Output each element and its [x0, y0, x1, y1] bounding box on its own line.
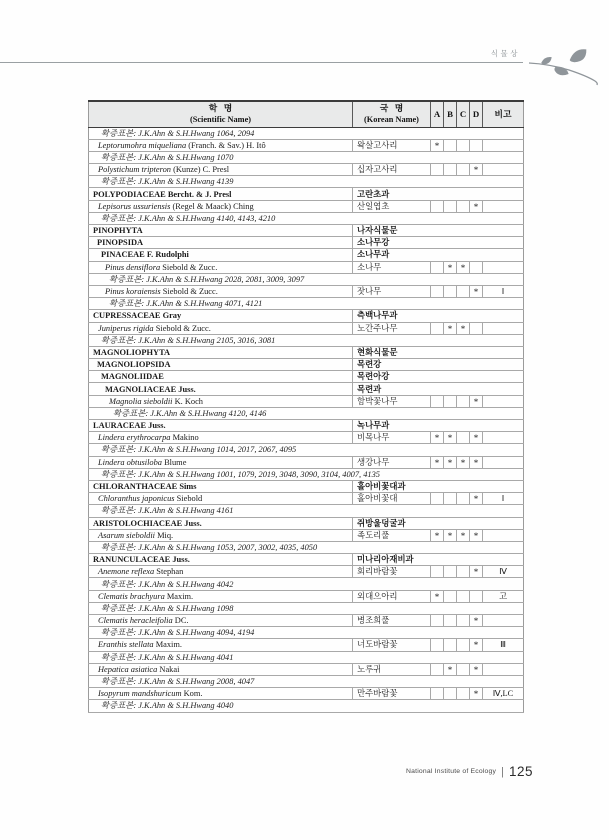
presence-star: * [473, 287, 479, 298]
site-mark-cell [444, 639, 457, 651]
taxon-korean-cell: 소나무과 [353, 249, 524, 261]
site-mark-cell [431, 322, 444, 334]
site-mark-cell [470, 590, 483, 602]
remarks-cell: Ⅳ,LC [483, 688, 524, 700]
site-mark-cell [444, 493, 457, 505]
taxon-name-cell: MAGNOLIOPHYTA [89, 346, 353, 358]
site-mark-cell [457, 493, 470, 505]
species-korean-cell: 왁살고사리 [353, 139, 431, 151]
taxon-name-cell: MAGNOLIIDAE [89, 371, 353, 383]
table-row [89, 432, 524, 444]
taxon-korean-cell: 고란초과 [353, 188, 524, 200]
voucher-cell: 확증표본: J.K.Ahn & S.H.Hwang 1053, 2007, 3002, 4035, 4050 [89, 541, 524, 553]
voucher-cell: 확증표본: J.K.Ahn & S.H.Hwang 4041 [89, 651, 524, 663]
site-mark-cell [457, 285, 470, 297]
presence-star: * [447, 262, 453, 273]
site-mark-cell [431, 164, 444, 176]
table-row [89, 578, 524, 590]
table-row [89, 395, 524, 407]
voucher-cell: 확증표본: J.K.Ahn & S.H.Hwang 1070 [89, 151, 524, 163]
table-row [89, 663, 524, 675]
site-mark-cell [457, 432, 470, 444]
table-row [89, 493, 524, 505]
site-mark-cell [444, 164, 457, 176]
site-mark-cell [457, 200, 470, 212]
taxon-name-cell: PINACEAE F. Rudolphi [89, 249, 353, 261]
remarks-cell [483, 432, 524, 444]
table-row [89, 322, 524, 334]
species-latin-name: Pinus densiflora [105, 262, 161, 272]
species-latin-name: Leptorumohra miqueliana [98, 140, 187, 150]
presence-star: * [434, 530, 440, 541]
presence-star: * [473, 530, 479, 541]
presence-star: * [473, 165, 479, 176]
species-name-cell [89, 200, 353, 212]
site-mark-cell [444, 261, 457, 273]
taxon-korean-cell: 홀아비꽃대과 [353, 480, 524, 492]
taxon-korean-cell: 나자식물문 [353, 225, 524, 237]
site-mark-cell [470, 566, 483, 578]
species-name-cell [89, 688, 353, 700]
species-author: Siebold & Zucc. [153, 323, 211, 333]
taxon-korean-cell: 미나리아재비과 [353, 554, 524, 566]
table-row [89, 225, 524, 237]
remarks-cell: Ⅳ [483, 566, 524, 578]
remarks-cell [483, 139, 524, 151]
table-row [89, 383, 524, 395]
species-author: (Franch. & Sav.) H. Itô [186, 140, 266, 150]
species-name-cell [89, 590, 353, 602]
species-name-cell [89, 663, 353, 675]
species-name-cell [89, 285, 353, 297]
site-mark-cell [457, 261, 470, 273]
species-author: Nakai [157, 664, 180, 674]
voucher-cell: 확증표본: J.K.Ahn & S.H.Hwang 1001, 1079, 2019, 3048, 3090, 3104, 4007, 4135 [89, 468, 524, 480]
voucher-cell: 확증표본: J.K.Ahn & S.H.Hwang 2008, 4047 [89, 675, 524, 687]
site-mark-cell [470, 432, 483, 444]
species-name-cell [89, 566, 353, 578]
site-mark-cell [457, 164, 470, 176]
site-mark-cell [444, 456, 457, 468]
species-name-cell [89, 615, 353, 627]
footer-separator: | [501, 765, 504, 778]
col-site-a: A [431, 101, 444, 127]
table-row [89, 615, 524, 627]
species-korean-cell: 회리바람꽃 [353, 566, 431, 578]
table-row [89, 273, 524, 285]
table-row [89, 517, 524, 529]
col-site-b: B [444, 101, 457, 127]
voucher-cell: 확증표본: J.K.Ahn & S.H.Hwang 1064, 2094 [89, 127, 524, 139]
species-korean-cell: 함박꽃나무 [353, 395, 431, 407]
presence-star: * [447, 323, 453, 334]
site-mark-cell [431, 615, 444, 627]
remarks-cell: 고 [483, 590, 524, 602]
species-latin-name: Clematis heracleifolia [98, 616, 173, 626]
presence-star: * [473, 664, 479, 675]
site-mark-cell [457, 395, 470, 407]
presence-star: * [460, 530, 466, 541]
remarks-cell: Ⅰ [483, 493, 524, 505]
remarks-cell [483, 456, 524, 468]
site-mark-cell [457, 663, 470, 675]
remarks-cell: Ⅲ [483, 639, 524, 651]
remarks-cell: Ⅰ [483, 285, 524, 297]
table-row [89, 480, 524, 492]
presence-star: * [434, 433, 440, 444]
site-mark-cell [457, 322, 470, 334]
col-korean-name-ko: 국 명 [379, 103, 404, 114]
species-latin-name: Lindera erythrocarpa [98, 433, 171, 443]
species-korean-cell: 홀아비꽃대 [353, 493, 431, 505]
table-row [89, 310, 524, 322]
site-mark-cell [457, 529, 470, 541]
presence-star: * [447, 433, 453, 444]
presence-star: * [473, 640, 479, 651]
footer-organization: National Institute of Ecology [406, 768, 497, 775]
table-row [89, 602, 524, 614]
table-row [89, 700, 524, 712]
species-author: Siebold [174, 494, 203, 504]
site-mark-cell [457, 590, 470, 602]
taxon-name-cell: PINOPSIDA [89, 237, 353, 249]
site-mark-cell [457, 139, 470, 151]
species-latin-name: Asarum sieboldii [98, 530, 155, 540]
species-latin-name: Isopyrum mandshuricum [98, 689, 182, 699]
species-korean-cell: 족도리풀 [353, 529, 431, 541]
presence-star: * [473, 567, 479, 578]
presence-star: * [473, 616, 479, 627]
species-korean-cell: 너도바람꽃 [353, 639, 431, 651]
site-mark-cell [457, 688, 470, 700]
species-korean-cell: 생강나무 [353, 456, 431, 468]
taxon-name-cell: POLYPODIACEAE Bercht. & J. Presl [89, 188, 353, 200]
species-author: Maxim. [164, 591, 194, 601]
taxon-korean-cell: 소나무강 [353, 237, 524, 249]
site-mark-cell [431, 639, 444, 651]
species-name-cell [89, 529, 353, 541]
site-mark-cell [431, 663, 444, 675]
presence-star: * [460, 262, 466, 273]
table-row [89, 566, 524, 578]
table-row [89, 164, 524, 176]
remarks-cell [483, 200, 524, 212]
site-mark-cell [470, 493, 483, 505]
species-korean-cell: 산일엽초 [353, 200, 431, 212]
species-author: K. Koch [172, 396, 203, 406]
col-remarks: 비고 [483, 101, 524, 127]
species-author: Blume [161, 457, 187, 467]
species-latin-name: Juniperus rigida [98, 323, 154, 333]
taxon-korean-cell: 목련강 [353, 359, 524, 371]
taxon-name-cell: MAGNOLIACEAE Juss. [89, 383, 353, 395]
col-scientific-name-en: (Scientific Name) [189, 115, 252, 125]
taxon-korean-cell: 현화식물문 [353, 346, 524, 358]
voucher-cell: 확증표본: J.K.Ahn & S.H.Hwang 1014, 2017, 2067, 4095 [89, 444, 524, 456]
taxon-korean-cell: 목련아강 [353, 371, 524, 383]
site-mark-cell [470, 164, 483, 176]
site-mark-cell [470, 395, 483, 407]
species-latin-name: Anemone reflexa [98, 567, 155, 577]
site-mark-cell [457, 639, 470, 651]
table-row [89, 639, 524, 651]
table-row [89, 127, 524, 139]
voucher-cell: 확증표본: J.K.Ahn & S.H.Hwang 4094, 4194 [89, 627, 524, 639]
site-mark-cell [431, 200, 444, 212]
table-row [89, 420, 524, 432]
voucher-cell: 확증표본: J.K.Ahn & S.H.Hwang 1098 [89, 602, 524, 614]
remarks-cell [483, 615, 524, 627]
species-latin-name: Lindera obtusiloba [98, 457, 162, 467]
header-rule [0, 62, 523, 63]
site-mark-cell [470, 615, 483, 627]
table-row [89, 407, 524, 419]
species-name-cell [89, 456, 353, 468]
species-name-cell [89, 322, 353, 334]
species-latin-name: Lepisorus ussuriensis [98, 201, 171, 211]
remarks-cell [483, 261, 524, 273]
site-mark-cell [431, 688, 444, 700]
site-mark-cell [444, 590, 457, 602]
col-site-c: C [457, 101, 470, 127]
site-mark-cell [444, 688, 457, 700]
species-latin-name: Magnolia sieboldii [109, 396, 173, 406]
col-korean-name [353, 101, 431, 127]
site-mark-cell [470, 261, 483, 273]
table-row [89, 590, 524, 602]
site-mark-cell [457, 566, 470, 578]
site-mark-cell [431, 529, 444, 541]
table-row [89, 151, 524, 163]
site-mark-cell [431, 139, 444, 151]
species-korean-cell: 잣나무 [353, 285, 431, 297]
site-mark-cell [444, 395, 457, 407]
flora-table [88, 100, 523, 713]
species-author: Siebold & Zucc. [160, 287, 218, 297]
species-korean-cell: 노루귀 [353, 663, 431, 675]
species-author: Miq. [155, 530, 174, 540]
taxon-korean-cell: 녹나무과 [353, 420, 524, 432]
presence-star: * [473, 494, 479, 505]
site-mark-cell [470, 688, 483, 700]
species-name-cell [89, 493, 353, 505]
site-mark-cell [444, 139, 457, 151]
species-latin-name: Pinus koraiensis [105, 287, 161, 297]
leaf-decoration-icon [527, 40, 609, 88]
presence-star: * [460, 323, 466, 334]
presence-star: * [473, 457, 479, 468]
table-row [89, 334, 524, 346]
presence-star: * [473, 433, 479, 444]
table-row [89, 529, 524, 541]
voucher-cell: 확증표본: J.K.Ahn & S.H.Hwang 4139 [89, 176, 524, 188]
site-mark-cell [470, 639, 483, 651]
presence-star: * [447, 457, 453, 468]
table-row [89, 346, 524, 358]
site-mark-cell [470, 285, 483, 297]
taxon-korean-cell: 쥐방울덩굴과 [353, 517, 524, 529]
presence-star: * [473, 689, 479, 700]
taxon-name-cell: LAURACEAE Juss. [89, 420, 353, 432]
table-header-row [89, 101, 524, 127]
taxon-korean-cell: 목련과 [353, 383, 524, 395]
species-author: Siebold & Zucc. [160, 262, 218, 272]
table-row [89, 176, 524, 188]
table-row [89, 237, 524, 249]
table-row [89, 627, 524, 639]
col-scientific-name [89, 101, 353, 127]
site-mark-cell [470, 456, 483, 468]
site-mark-cell [470, 200, 483, 212]
site-mark-cell [444, 566, 457, 578]
taxon-name-cell: ARISTOLOCHIACEAE Juss. [89, 517, 353, 529]
species-korean-cell: 십자고사리 [353, 164, 431, 176]
remarks-cell [483, 322, 524, 334]
species-author: Makino [170, 433, 199, 443]
site-mark-cell [431, 456, 444, 468]
site-mark-cell [457, 615, 470, 627]
site-mark-cell [431, 285, 444, 297]
table-row [89, 249, 524, 261]
species-name-cell [89, 432, 353, 444]
voucher-cell: 확증표본: J.K.Ahn & S.H.Hwang 4120, 4146 [89, 407, 524, 419]
presence-star: * [447, 530, 453, 541]
presence-star: * [473, 201, 479, 212]
site-mark-cell [431, 395, 444, 407]
site-mark-cell [470, 663, 483, 675]
site-mark-cell [444, 663, 457, 675]
table-row [89, 200, 524, 212]
table-row [89, 675, 524, 687]
voucher-cell: 확증표본: J.K.Ahn & S.H.Hwang 4042 [89, 578, 524, 590]
voucher-cell: 확증표본: J.K.Ahn & S.H.Hwang 4140, 4143, 4210 [89, 212, 524, 224]
species-korean-cell: 병조희풀 [353, 615, 431, 627]
table-row [89, 554, 524, 566]
running-header: 식물상 [490, 49, 520, 58]
site-mark-cell [431, 261, 444, 273]
species-latin-name: Eranthis stellata [98, 640, 154, 650]
site-mark-cell [431, 493, 444, 505]
species-name-cell [89, 395, 353, 407]
taxon-name-cell: PINOPHYTA [89, 225, 353, 237]
species-name-cell [89, 639, 353, 651]
table-row [89, 285, 524, 297]
site-mark-cell [470, 322, 483, 334]
table-row [89, 188, 524, 200]
species-author: Maxim. [153, 640, 182, 650]
taxon-name-cell: MAGNOLIOPSIDA [89, 359, 353, 371]
voucher-cell: 확증표본: J.K.Ahn & S.H.Hwang 2105, 3016, 3081 [89, 334, 524, 346]
col-scientific-name-ko: 학 명 [208, 103, 233, 114]
voucher-cell: 확증표본: J.K.Ahn & S.H.Hwang 4040 [89, 700, 524, 712]
table-row [89, 651, 524, 663]
species-name-cell [89, 261, 353, 273]
species-korean-cell: 외대으아리 [353, 590, 431, 602]
table-row [89, 541, 524, 553]
species-name-cell [89, 164, 353, 176]
site-mark-cell [444, 432, 457, 444]
species-author: (Regel & Maack) Ching [170, 201, 254, 211]
site-mark-cell [444, 200, 457, 212]
table-row [89, 505, 524, 517]
presence-star: * [434, 591, 440, 602]
species-name-cell [89, 139, 353, 151]
site-mark-cell [444, 285, 457, 297]
voucher-cell: 확증표본: J.K.Ahn & S.H.Hwang 2028, 2081, 3009, 3097 [89, 273, 524, 285]
page-number: 125 [508, 764, 533, 779]
table-row [89, 468, 524, 480]
remarks-cell [483, 529, 524, 541]
taxon-name-cell: RANUNCULACEAE Juss. [89, 554, 353, 566]
presence-star: * [434, 140, 440, 151]
presence-star: * [447, 664, 453, 675]
site-mark-cell [431, 566, 444, 578]
remarks-cell [483, 395, 524, 407]
remarks-cell [483, 164, 524, 176]
species-latin-name: Chloranthus japonicus [98, 494, 175, 504]
site-mark-cell [444, 322, 457, 334]
site-mark-cell [431, 590, 444, 602]
table-row [89, 444, 524, 456]
species-author: (Kunze) C. Presl [170, 165, 230, 175]
table-row [89, 139, 524, 151]
table-row [89, 212, 524, 224]
table-row [89, 359, 524, 371]
taxon-name-cell: CUPRESSACEAE Gray [89, 310, 353, 322]
species-author: DC. [172, 616, 189, 626]
site-mark-cell [444, 529, 457, 541]
voucher-cell: 확증표본: J.K.Ahn & S.H.Hwang 4161 [89, 505, 524, 517]
table-row [89, 261, 524, 273]
site-mark-cell [444, 615, 457, 627]
species-latin-name: Hepatica asiatica [98, 664, 158, 674]
species-author: Stephan [154, 567, 184, 577]
presence-star: * [460, 457, 466, 468]
species-korean-cell: 소나무 [353, 261, 431, 273]
species-korean-cell: 비목나무 [353, 432, 431, 444]
table-row [89, 688, 524, 700]
site-mark-cell [470, 139, 483, 151]
voucher-cell: 확증표본: J.K.Ahn & S.H.Hwang 4071, 4121 [89, 298, 524, 310]
table-row [89, 298, 524, 310]
site-mark-cell [457, 456, 470, 468]
site-mark-cell [431, 432, 444, 444]
site-mark-cell [470, 529, 483, 541]
remarks-cell [483, 663, 524, 675]
col-korean-name-en: (Korean Name) [364, 115, 419, 125]
species-author: Kom. [181, 689, 203, 699]
table-row [89, 371, 524, 383]
species-korean-cell: 만주바람꽃 [353, 688, 431, 700]
col-site-d: D [470, 101, 483, 127]
species-latin-name: Clematis brachyura [98, 591, 165, 601]
presence-star: * [473, 396, 479, 407]
taxon-korean-cell: 측백나무과 [353, 310, 524, 322]
species-korean-cell: 노간주나무 [353, 322, 431, 334]
table-row [89, 456, 524, 468]
presence-star: * [434, 457, 440, 468]
taxon-name-cell: CHLORANTHACEAE Sims [89, 480, 353, 492]
page-footer [406, 764, 533, 779]
species-latin-name: Polystichum tripteron [98, 165, 171, 175]
